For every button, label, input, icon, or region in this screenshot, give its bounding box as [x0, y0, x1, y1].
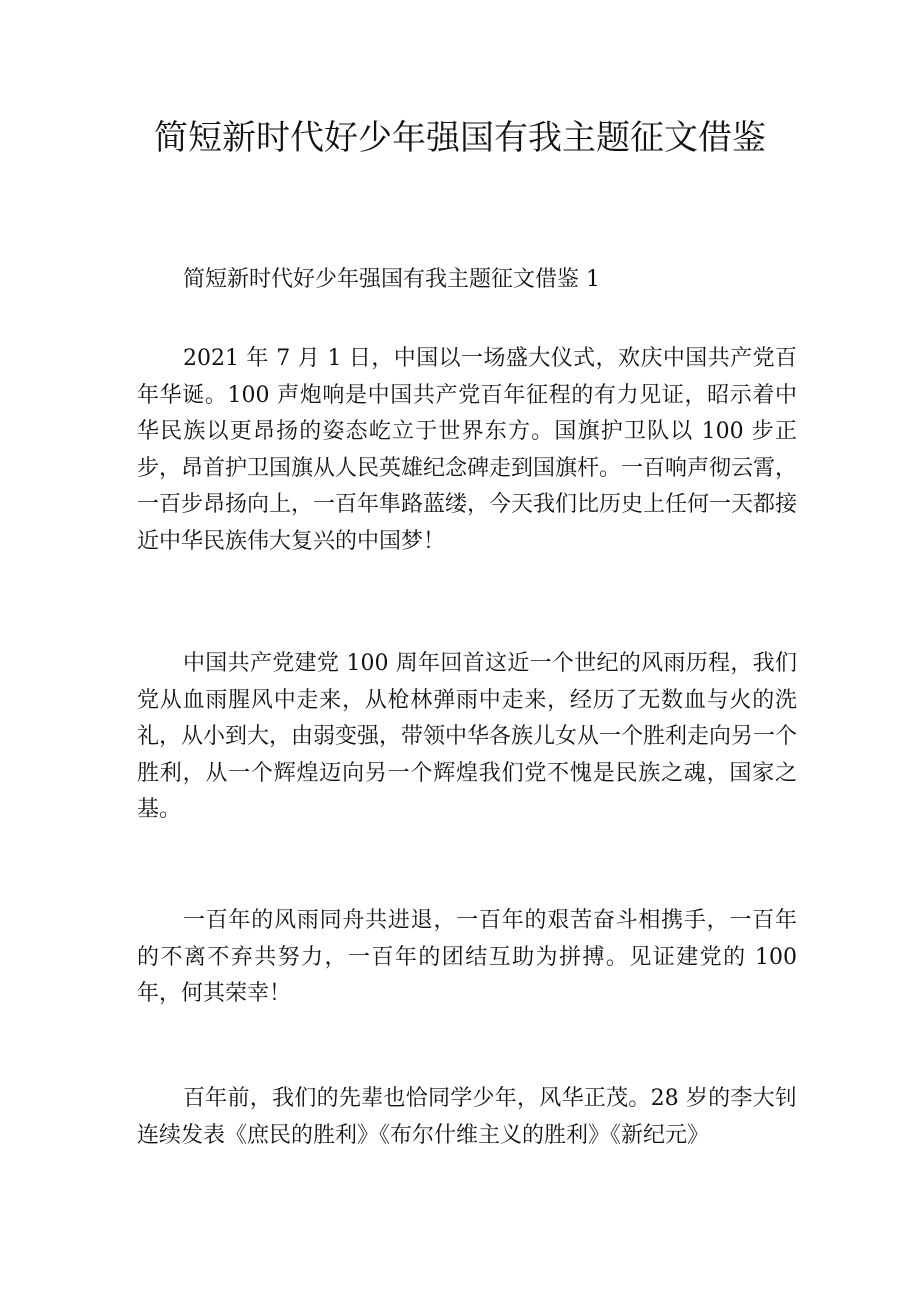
paragraph-1: 2021 年 7 月 1 日，中国以一场盛大仪式，欢庆中国共产党百年华诞。100 声炮响是中国共产党百年征程的有力见证，昭示着中华民族以更昂扬的姿态屹立于世界东方。国旗护卫队以 100 步正步，昂首护卫国旗从人民英雄纪念碑走到国旗杆。一百响声彻云霄，一百步昂扬向上，一百年隼路蓝缕，今天我们比历史上任何一天都接近中华民族伟大复兴的中国梦！: [137, 346, 798, 554]
section-subtitle: 简短新时代好少年强国有我主题征文借鉴 1: [183, 267, 600, 292]
paragraph-4: 百年前，我们的先辈也恰同学少年，风华正茂。28 岁的李大钊连续发表《庶民的胜利》《布尔什维主义的胜利》《新纪元》: [137, 1086, 797, 1148]
paragraph-2: 中国共产党建党 100 周年回首这近一个世纪的风雨历程，我们党从血雨腥风中走来，从枪林弹雨中走来，经历了无数血与火的洗礼，从小到大，由弱变强，带领中华各族儿女从一个胜利走向另一个胜利，从一个辉煌迈向另一个辉煌我们党不愧是民族之魂，国家之基。: [137, 651, 798, 822]
document-title: 简短新时代好少年强国有我主题征文借鉴: [154, 118, 766, 158]
paragraph-3: 一百年的风雨同舟共进退，一百年的艰苦奋斗相携手，一百年的不离不弃共努力，一百年的团结互助为拼搏。见证建党的 100 年，何其荣幸！: [137, 908, 797, 1006]
